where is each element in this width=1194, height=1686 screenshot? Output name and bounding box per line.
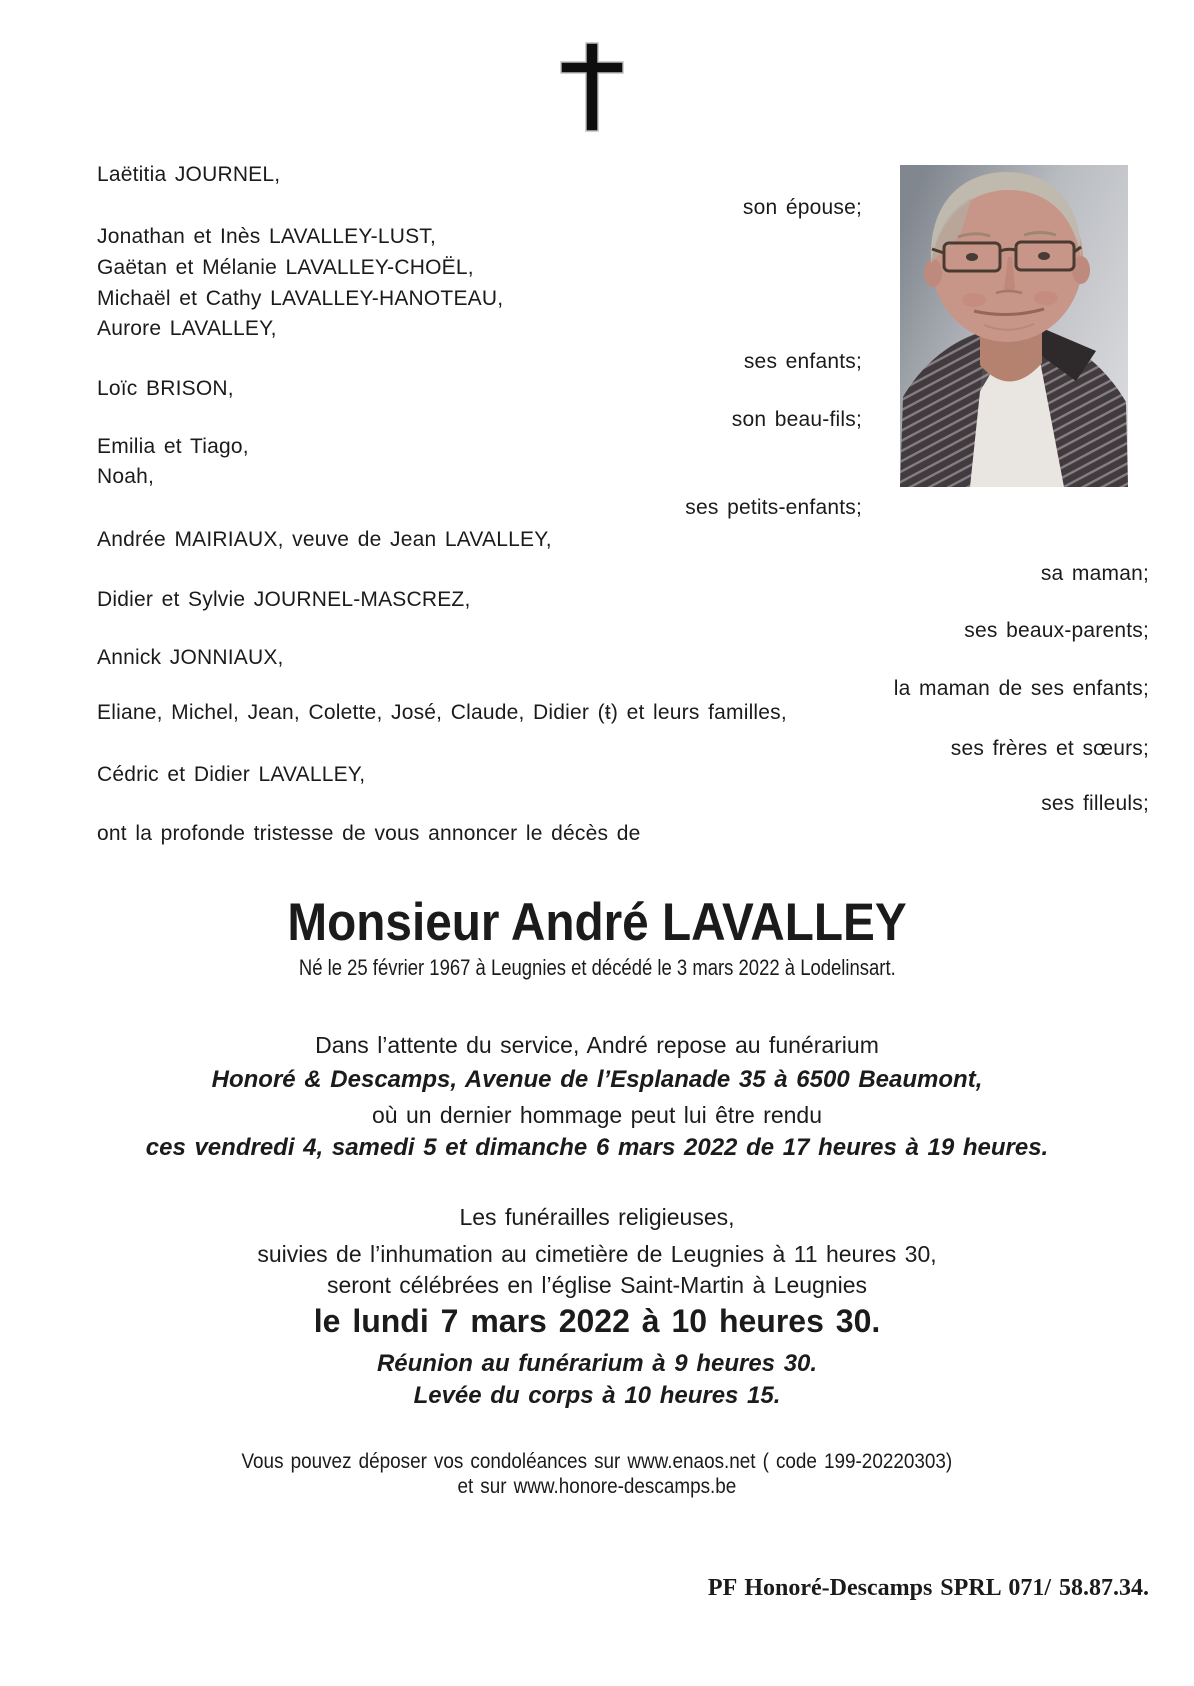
relationship-label: la maman de ses enfants; [893, 677, 1149, 700]
family-name-line: Noah, [97, 465, 155, 488]
family-name-line: Emilia et Tiago, [97, 435, 249, 458]
relationship-label: son épouse; [742, 196, 862, 219]
funeral-home-footer: PF Honoré-Descamps SPRL 071/ 58.87.34. [707, 1575, 1149, 1601]
funeral-home-address-line: Honoré & Descamps, Avenue de l’Esplanade 35 à 6500 Beaumont, [211, 1066, 983, 1093]
relationship-label: ses beaux-parents; [964, 619, 1149, 642]
relationship-label: ses frères et sœurs; [950, 737, 1149, 760]
wake-intro-line: Dans l’attente du service, André repose au funérarium [315, 1032, 879, 1058]
service-church-line: seront célébrées en l’église Saint-Martin à Leugnies [326, 1272, 868, 1298]
wake-homage-line: où un dernier hommage peut lui être rendu [371, 1102, 822, 1128]
life-dates-line [0, 955, 1194, 981]
family-name-line: Didier et Sylvie JOURNEL-MASCREZ, [97, 588, 471, 611]
family-name-line: Gaëtan et Mélanie LAVALLEY-CHOËL, [97, 256, 474, 279]
relationship-label: ses enfants; [743, 350, 862, 373]
condolences-website-line [0, 1471, 1194, 1503]
family-name-line: Aurore LAVALLEY, [97, 317, 277, 340]
announcement-line: ont la profonde tristesse de vous annoncer le décès de [97, 822, 641, 845]
service-levee-line: Levée du corps à 10 heures 15. [413, 1382, 781, 1409]
relationship-label: ses petits-enfants; [685, 496, 862, 519]
service-intro-line: Les funérailles religieuses, [459, 1204, 735, 1230]
visiting-times-line: ces vendredi 4, samedi 5 et dimanche 6 mars 2022 de 17 heures à 19 heures. [145, 1134, 1049, 1161]
life-dates-text: Né le 25 février 1967 à Leugnies et décédé le 3 mars 2022 à Lodelinsart. [298, 955, 896, 980]
service-burial-line: suivies de l’inhumation au cimetière de Leugnies à 11 heures 30, [257, 1241, 937, 1267]
service-datetime-line: le lundi 7 mars 2022 à 10 heures 30. [313, 1303, 881, 1339]
portrait-photo [900, 165, 1128, 487]
latin-cross-icon [560, 42, 624, 132]
service-meeting-line: Réunion au funérarium à 9 heures 30. [376, 1350, 818, 1377]
family-name-line: Jonathan et Inès LAVALLEY-LUST, [97, 225, 437, 248]
family-name-line: Annick JONNIAUX, [97, 646, 284, 669]
deceased-name-text: Monsieur André LAVALLEY [287, 893, 907, 952]
condolences-online-text: Vous pouvez déposer vos condoléances sur www.enaos.net ( code 199-20220303) [241, 1450, 953, 1473]
condolences-website-text: et sur www.honore-descamps.be [457, 1475, 737, 1498]
family-name-line: Eliane, Michel, Jean, Colette, José, Claude, Didier (ŧ) et leurs familles, [97, 701, 787, 724]
family-name-line: Andrée MAIRIAUX, veuve de Jean LAVALLEY, [97, 528, 552, 551]
family-name-line: Cédric et Didier LAVALLEY, [97, 763, 366, 786]
relationship-label: son beau-fils; [731, 408, 862, 431]
family-name-line: Loïc BRISON, [97, 377, 234, 400]
family-name-line: Michaël et Cathy LAVALLEY-HANOTEAU, [97, 287, 504, 310]
relationship-label: ses filleuls; [1041, 792, 1149, 815]
relationship-label: sa maman; [1040, 562, 1149, 585]
deceased-name-title [0, 892, 1194, 954]
family-name-line: Laëtitia JOURNEL, [97, 163, 281, 186]
